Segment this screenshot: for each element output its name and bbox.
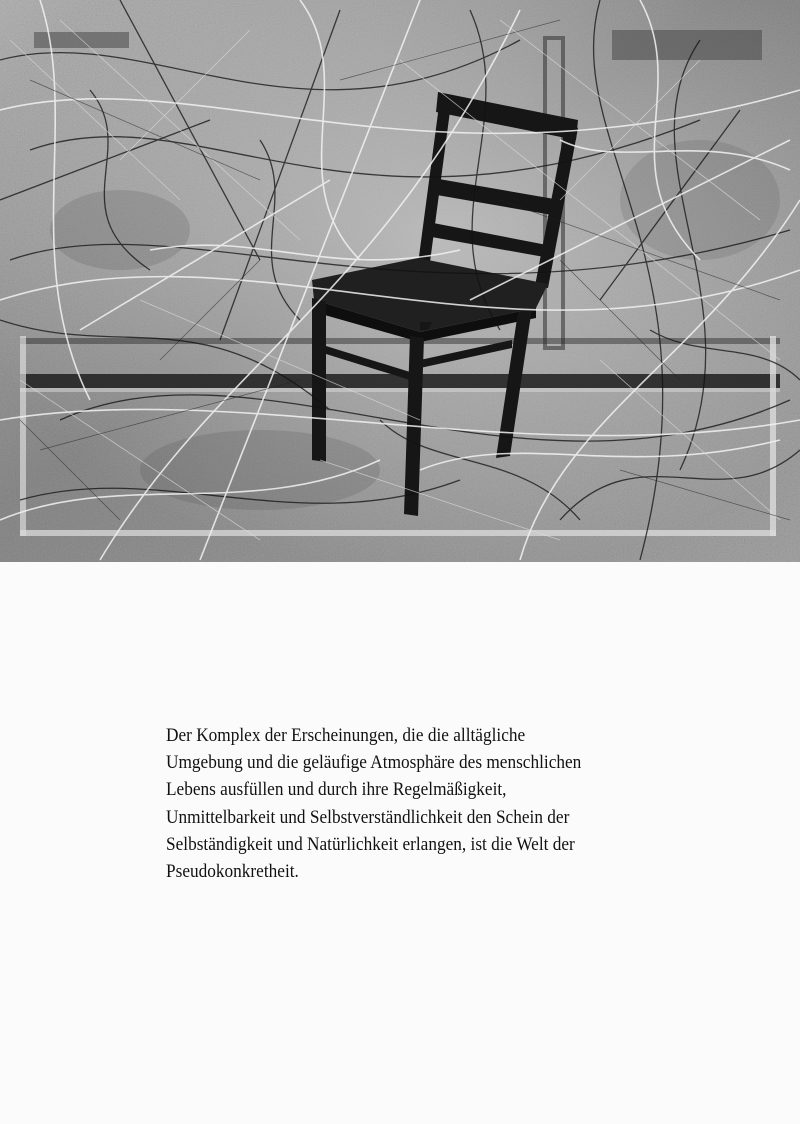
quote-text: Der Komplex der Erscheinungen, die die alltägliche Umgebung und die geläufige Atmosphäre des menschlichen Lebens ausfüllen und durch ihre Regelmäßigkeit, Unmittelbarkeit und Selbstverständlichkeit den Schein der Selbständigkeit und Natürlichkeit erlangen, ist die Welt der Pseudokonkretheit. (166, 725, 582, 883)
